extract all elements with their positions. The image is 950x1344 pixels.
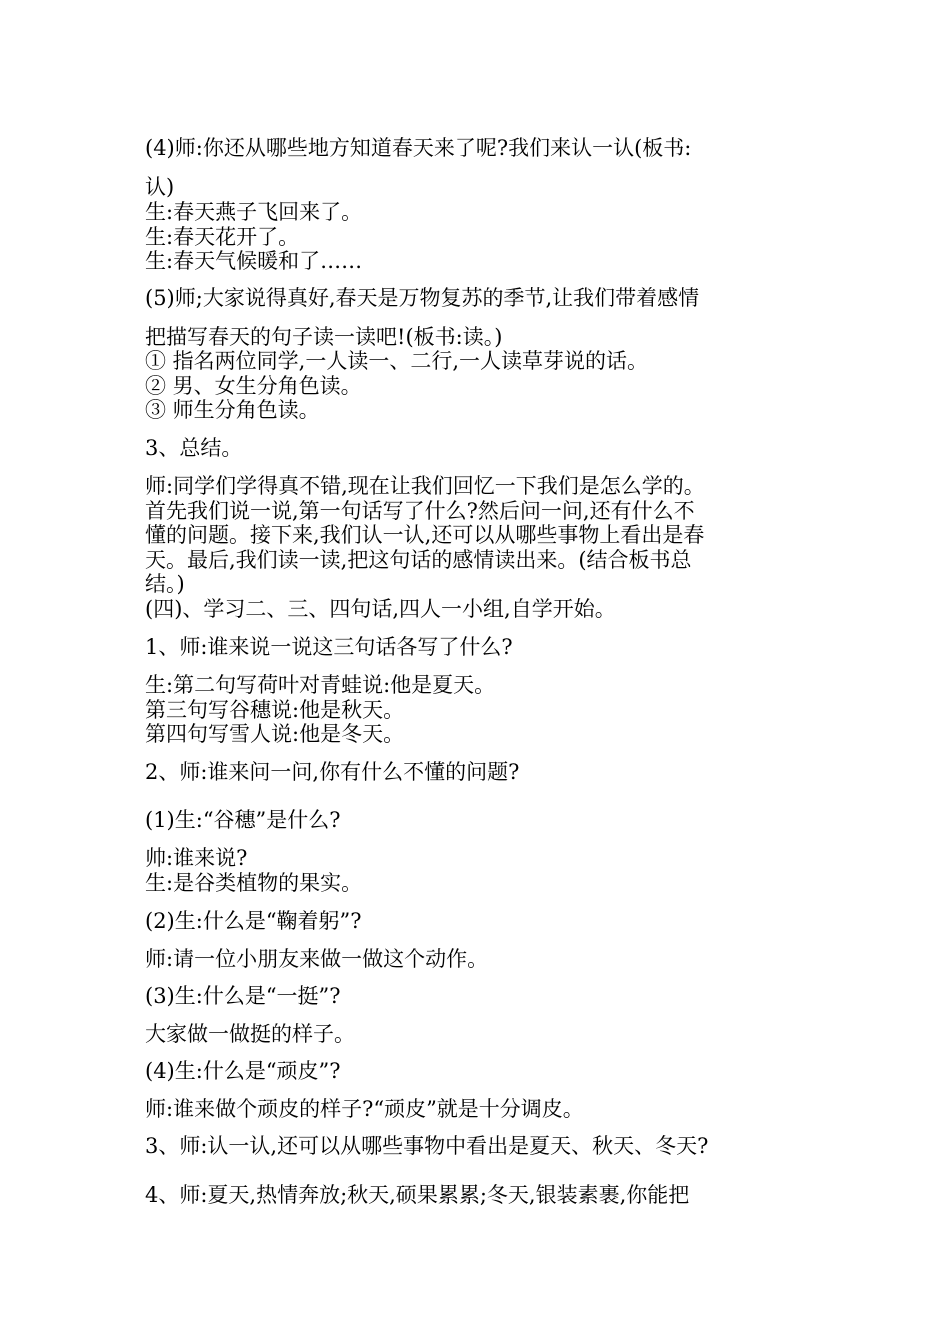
- text-line: 把描写春天的句子读一读吧!(板书:读。): [145, 325, 503, 349]
- text-line: 第四句写雪人说:他是冬天。: [145, 722, 405, 746]
- text-line: 3、师:认一认,还可以从哪些事物中看出是夏天、秋天、冬天?: [145, 1134, 709, 1158]
- text-line: 4、师:夏天,热情奔放;秋天,硕果累累;冬天,银装素裹,你能把: [145, 1183, 690, 1207]
- text-line: 师:谁来做个顽皮的样子?“顽皮”就是十分调皮。: [145, 1097, 584, 1121]
- text-line: (4)师:你还从哪些地方知道春天来了呢?我们来认一认(板书:: [145, 136, 692, 160]
- text-line: (4)生:什么是“顽皮”?: [145, 1059, 341, 1083]
- text-line: (5)师;大家说得真好,春天是万物复苏的季节,让我们带着感情: [145, 286, 700, 310]
- text-line: 结。): [145, 572, 185, 596]
- text-line: 生:春天花开了。: [145, 225, 300, 249]
- text-line: 大家做一做挺的样子。: [145, 1022, 355, 1046]
- text-line: 生:是谷类植物的果实。: [145, 871, 363, 895]
- text-line: 2、师:谁来问一问,你有什么不懂的问题?: [145, 760, 520, 784]
- text-line: (1)生:“谷穗”是什么?: [145, 808, 341, 832]
- text-line: 师:同学们学得真不错,现在让我们回忆一下我们是怎么学的。: [145, 474, 705, 498]
- text-line: (2)生:什么是“鞠着躬”?: [145, 909, 362, 933]
- section-heading: (四)、学习二、三、四句话,四人一小组,自学开始。: [145, 597, 616, 621]
- text-line: (3)生:什么是“一挺”?: [145, 984, 341, 1008]
- text-line: 师:请一位小朋友来做一做这个动作。: [145, 947, 489, 971]
- text-line: 生:春天燕子飞回来了。: [145, 200, 363, 224]
- text-line: 帅:谁来说?: [145, 846, 248, 870]
- text-line: 1、师:谁来说一说这三句话各写了什么?: [145, 635, 513, 659]
- text-line: 懂的问题。接下来,我们认一认,还可以从哪些事物上看出是春: [145, 523, 705, 547]
- text-line: 认): [145, 175, 175, 199]
- text-line: 第三句写谷穗说:他是秋天。: [145, 698, 405, 722]
- text-line: 生:第二句写荷叶对青蛙说:他是夏天。: [145, 673, 496, 697]
- text-line: ③ 师生分角色读。: [145, 398, 320, 422]
- section-heading: 3、总结。: [145, 436, 243, 460]
- text-line: ② 男、女生分角色读。: [145, 374, 362, 398]
- text-line: 首先我们说一说,第一句话写了什么?然后问一问,还有什么不: [145, 499, 695, 523]
- text-line: 生:春天气候暖和了……: [145, 249, 363, 273]
- text-line: ① 指名两位同学,一人读一、二行,一人读草芽说的话。: [145, 349, 649, 373]
- text-line: 天。最后,我们读一读,把这句话的感情读出来。(结合板书总: [145, 548, 692, 572]
